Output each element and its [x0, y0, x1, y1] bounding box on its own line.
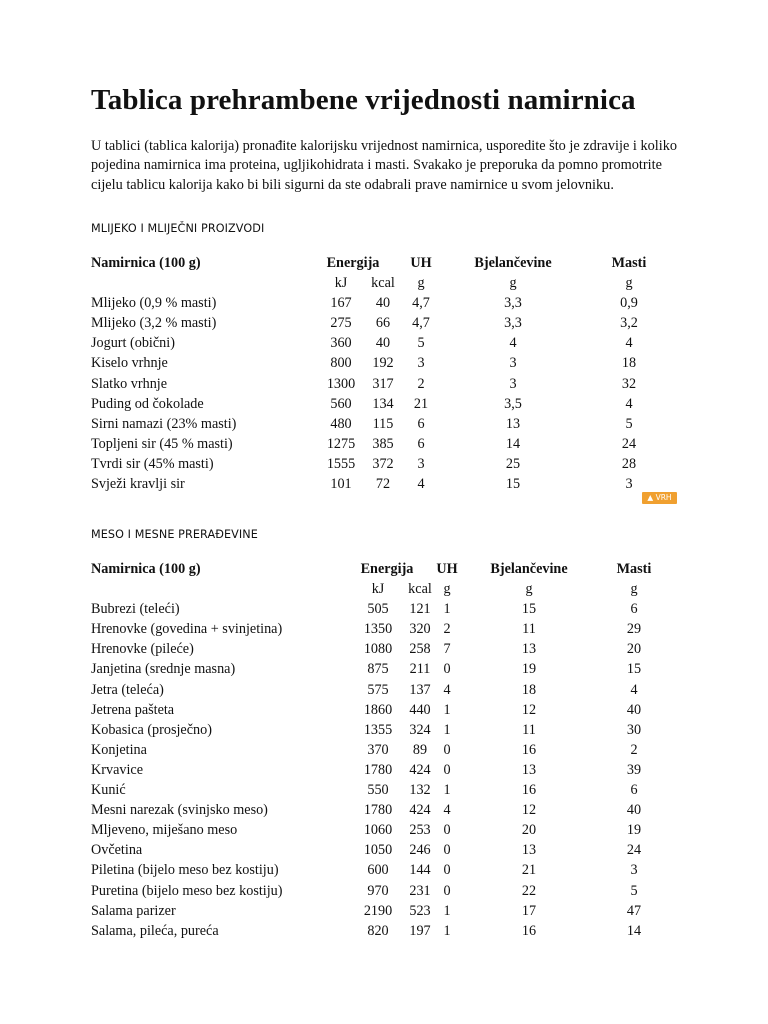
food-name: Puding od čokolade: [91, 395, 204, 412]
value-uh: 1: [443, 701, 451, 718]
value-fat: 4: [630, 681, 638, 698]
table-row: [0, 702, 768, 722]
value-kcal: 372: [372, 455, 394, 472]
value-uh: 6: [417, 435, 425, 452]
unit-uh: g: [443, 581, 451, 598]
section-title-meat: MESO I MESNE PRERAĐEVINE: [91, 528, 258, 541]
value-protein: 3,3: [504, 315, 522, 332]
value-protein: 20: [521, 822, 537, 839]
value-protein: 16: [521, 782, 537, 799]
table-row: [0, 641, 768, 661]
value-fat: 3: [630, 862, 638, 879]
value-kj: 480: [330, 415, 352, 432]
value-fat: 39: [626, 761, 642, 778]
value-fat: 24: [626, 842, 642, 859]
table-row: [0, 376, 768, 396]
value-uh: 1: [443, 601, 451, 618]
food-name: Jetra (teleća): [91, 681, 164, 698]
value-kcal: 324: [409, 721, 431, 738]
food-name: Ovčetina: [91, 842, 143, 859]
value-kcal: 89: [412, 741, 428, 758]
value-protein: 12: [521, 701, 537, 718]
table-row: [0, 822, 768, 842]
table-row: [0, 742, 768, 762]
value-protein: 14: [505, 435, 521, 452]
value-protein: 11: [522, 621, 536, 638]
value-kcal: 137: [409, 681, 431, 698]
food-name: Tvrdi sir (45% masti): [91, 455, 214, 472]
value-uh: 1: [443, 902, 451, 919]
value-kcal: 211: [409, 661, 431, 678]
value-kj: 1780: [363, 802, 393, 819]
header-protein: Bjelančevine: [474, 255, 552, 271]
value-kj: 505: [367, 601, 389, 618]
value-uh: 0: [443, 842, 451, 859]
food-name: Jogurt (obični): [91, 335, 175, 352]
value-uh: 4,7: [412, 295, 430, 312]
value-kcal: 317: [372, 375, 394, 392]
value-kcal: 66: [375, 315, 391, 332]
value-kcal: 40: [375, 335, 391, 352]
value-protein: 13: [521, 641, 537, 658]
food-name: Janjetina (srednje masna): [91, 661, 236, 678]
food-name: Hrenovke (pileće): [91, 641, 194, 658]
value-kj: 1350: [363, 621, 393, 638]
value-kj: 800: [330, 355, 352, 372]
intro-paragraph: U tablici (tablica kalorija) pronađite kalorijsku vrijednost namirnica, usporedite što je zdravije i koliko pojedina namirnica ima proteina, ugljikohidrata i masti. Svakako je preporuka da pomno promotrite cijelu tablicu kalorija kako bi bili sigurni da ste odabrali prave namirnice u svom jelovniku.: [91, 138, 677, 193]
value-fat: 3,2: [620, 315, 638, 332]
value-uh: 0: [443, 882, 451, 899]
unit-uh: g: [417, 275, 425, 292]
value-uh: 21: [413, 395, 429, 412]
header-fat: Masti: [616, 561, 652, 577]
food-name: Topljeni sir (45 % masti): [91, 435, 233, 452]
value-protein: 13: [505, 415, 521, 432]
table-row: [0, 762, 768, 782]
value-kcal: 115: [372, 415, 394, 432]
value-uh: 4: [443, 681, 451, 698]
value-protein: 3,3: [504, 295, 522, 312]
value-uh: 0: [443, 862, 451, 879]
value-uh: 0: [443, 761, 451, 778]
value-uh: 1: [443, 721, 451, 738]
value-fat: 4: [625, 395, 633, 412]
food-name: Jetrena pašteta: [91, 701, 175, 718]
section-title-dairy: MLIJEKO I MLIJEČNI PROIZVODI: [91, 222, 265, 235]
value-fat: 18: [621, 355, 637, 372]
food-name: Sirni namazi (23% masti): [91, 415, 237, 432]
value-kj: 167: [330, 295, 352, 312]
value-kj: 1050: [363, 842, 393, 859]
food-name: Bubrezi (teleći): [91, 601, 180, 618]
value-kj: 101: [330, 476, 352, 493]
value-fat: 5: [625, 415, 633, 432]
unit-kcal: kcal: [371, 275, 395, 292]
value-fat: 14: [626, 922, 642, 939]
food-name: Krvavice: [91, 761, 143, 778]
value-kj: 275: [330, 315, 352, 332]
value-fat: 15: [626, 661, 642, 678]
table-row: [0, 883, 768, 903]
table-row: [0, 295, 768, 315]
value-kcal: 424: [409, 761, 431, 778]
table-header-row: [0, 561, 768, 581]
food-name: Salama parizer: [91, 902, 176, 919]
value-fat: 6: [630, 782, 638, 799]
value-fat: 19: [626, 822, 642, 839]
value-protein: 17: [521, 902, 537, 919]
value-protein: 4: [509, 335, 517, 352]
value-uh: 4,7: [412, 315, 430, 332]
food-name: Mlijeko (0,9 % masti): [91, 295, 217, 312]
dairy-table: [0, 255, 768, 496]
value-kj: 600: [367, 862, 389, 879]
value-uh: 1: [443, 782, 451, 799]
header-energy: Energija: [326, 255, 380, 271]
table-row: [0, 396, 768, 416]
table-units-row: [0, 581, 768, 601]
value-kcal: 253: [409, 822, 431, 839]
value-kj: 370: [367, 741, 389, 758]
value-uh: 4: [417, 476, 425, 493]
food-name: Mlijeko (3,2 % masti): [91, 315, 217, 332]
header-name: Namirnica (100 g): [91, 561, 201, 577]
value-kj: 2190: [363, 902, 393, 919]
value-protein: 25: [505, 455, 521, 472]
value-kj: 970: [367, 882, 389, 899]
table-row: [0, 335, 768, 355]
value-fat: 24: [621, 435, 637, 452]
value-kj: 1555: [326, 455, 356, 472]
value-kcal: 192: [372, 355, 394, 372]
table-row: [0, 456, 768, 476]
unit-kj: kJ: [334, 275, 348, 292]
value-fat: 28: [621, 455, 637, 472]
table-row: [0, 722, 768, 742]
value-kj: 1860: [363, 701, 393, 718]
table-row: [0, 682, 768, 702]
value-kj: 1080: [363, 641, 393, 658]
value-kcal: 144: [409, 862, 431, 879]
value-fat: 29: [626, 621, 642, 638]
value-kcal: 231: [409, 882, 431, 899]
value-kcal: 134: [372, 395, 394, 412]
back-to-top-button[interactable]: ▲ VRH: [642, 492, 677, 504]
value-kj: 560: [330, 395, 352, 412]
table-row: [0, 842, 768, 862]
food-name: Hrenovke (govedina + svinjetina): [91, 621, 283, 638]
value-kj: 820: [367, 922, 389, 939]
header-name: Namirnica (100 g): [91, 255, 201, 271]
value-fat: 20: [626, 641, 642, 658]
value-uh: 5: [417, 335, 425, 352]
value-fat: 30: [626, 721, 642, 738]
value-kcal: 121: [409, 601, 431, 618]
food-name: Mljeveno, miješano meso: [91, 822, 238, 839]
table-row: [0, 862, 768, 882]
header-uh: UH: [410, 255, 432, 271]
table-row: [0, 416, 768, 436]
food-name: Salama, pileća, pureća: [91, 922, 219, 939]
value-protein: 15: [521, 601, 537, 618]
value-kj: 550: [367, 782, 389, 799]
unit-protein: g: [525, 581, 533, 598]
value-uh: 4: [443, 802, 451, 819]
value-uh: 1: [443, 922, 451, 939]
table-row: [0, 315, 768, 335]
value-fat: 40: [626, 802, 642, 819]
value-protein: 11: [522, 721, 536, 738]
value-kcal: 72: [375, 476, 391, 493]
table-row: [0, 802, 768, 822]
value-uh: 0: [443, 822, 451, 839]
table-row: [0, 782, 768, 802]
table-row: [0, 621, 768, 641]
value-protein: 3: [509, 375, 517, 392]
food-name: Kobasica (prosječno): [91, 721, 212, 738]
table-row: [0, 923, 768, 943]
value-uh: 2: [417, 375, 425, 392]
value-fat: 4: [625, 335, 633, 352]
value-protein: 15: [505, 476, 521, 493]
unit-protein: g: [509, 275, 517, 292]
value-uh: 0: [443, 661, 451, 678]
food-name: Slatko vrhnje: [91, 375, 168, 392]
table-row: [0, 436, 768, 456]
value-uh: 2: [443, 621, 451, 638]
value-protein: 12: [521, 802, 537, 819]
food-name: Svježi kravlji sir: [91, 476, 185, 493]
unit-kj: kJ: [371, 581, 385, 598]
food-name: Mesni narezak (svinjsko meso): [91, 802, 268, 819]
value-kj: 1780: [363, 761, 393, 778]
value-kj: 1300: [326, 375, 356, 392]
value-fat: 47: [626, 902, 642, 919]
value-fat: 2: [630, 741, 638, 758]
value-kcal: 320: [409, 621, 431, 638]
table-row: [0, 661, 768, 681]
value-protein: 16: [521, 741, 537, 758]
value-protein: 13: [521, 761, 537, 778]
value-protein: 16: [521, 922, 537, 939]
value-protein: 19: [521, 661, 537, 678]
value-kcal: 197: [409, 922, 431, 939]
unit-kcal: kcal: [408, 581, 432, 598]
value-fat: 6: [630, 601, 638, 618]
table-row: [0, 903, 768, 923]
value-protein: 3,5: [504, 395, 522, 412]
value-kcal: 246: [409, 842, 431, 859]
value-fat: 5: [630, 882, 638, 899]
value-protein: 18: [521, 681, 537, 698]
value-kcal: 424: [409, 802, 431, 819]
value-kj: 575: [367, 681, 389, 698]
header-fat: Masti: [611, 255, 647, 271]
value-protein: 13: [521, 842, 537, 859]
value-fat: 40: [626, 701, 642, 718]
value-kj: 875: [367, 661, 389, 678]
value-kcal: 440: [409, 701, 431, 718]
value-kj: 360: [330, 335, 352, 352]
value-fat: 0,9: [620, 295, 638, 312]
value-kcal: 40: [375, 295, 391, 312]
table-row: [0, 601, 768, 621]
value-uh: 3: [417, 355, 425, 372]
value-fat: 32: [621, 375, 637, 392]
food-name: Kunić: [91, 782, 126, 799]
unit-fat: g: [630, 581, 638, 598]
header-uh: UH: [436, 561, 458, 577]
page-title: Tablica prehrambene vrijednosti namirnica: [91, 84, 636, 116]
food-name: Kiselo vrhnje: [91, 355, 168, 372]
value-protein: 3: [509, 355, 517, 372]
value-kj: 1275: [326, 435, 356, 452]
value-uh: 3: [417, 455, 425, 472]
value-protein: 22: [521, 882, 537, 899]
value-kcal: 523: [409, 902, 431, 919]
food-name: Konjetina: [91, 741, 147, 758]
header-protein: Bjelančevine: [490, 561, 568, 577]
food-name: Puretina (bijelo meso bez kostiju): [91, 882, 283, 899]
table-row: [0, 355, 768, 375]
header-energy: Energija: [360, 561, 414, 577]
value-kcal: 385: [372, 435, 394, 452]
value-protein: 21: [521, 862, 537, 879]
value-kcal: 258: [409, 641, 431, 658]
value-uh: 0: [443, 741, 451, 758]
value-fat: 3: [625, 476, 633, 493]
value-uh: 7: [443, 641, 451, 658]
table-header-row: [0, 255, 768, 275]
value-kj: 1060: [363, 822, 393, 839]
meat-table: [0, 561, 768, 943]
table-units-row: [0, 275, 768, 295]
food-name: Piletina (bijelo meso bez kostiju): [91, 862, 279, 879]
value-kcal: 132: [409, 782, 431, 799]
value-uh: 6: [417, 415, 425, 432]
unit-fat: g: [625, 275, 633, 292]
value-kj: 1355: [363, 721, 393, 738]
